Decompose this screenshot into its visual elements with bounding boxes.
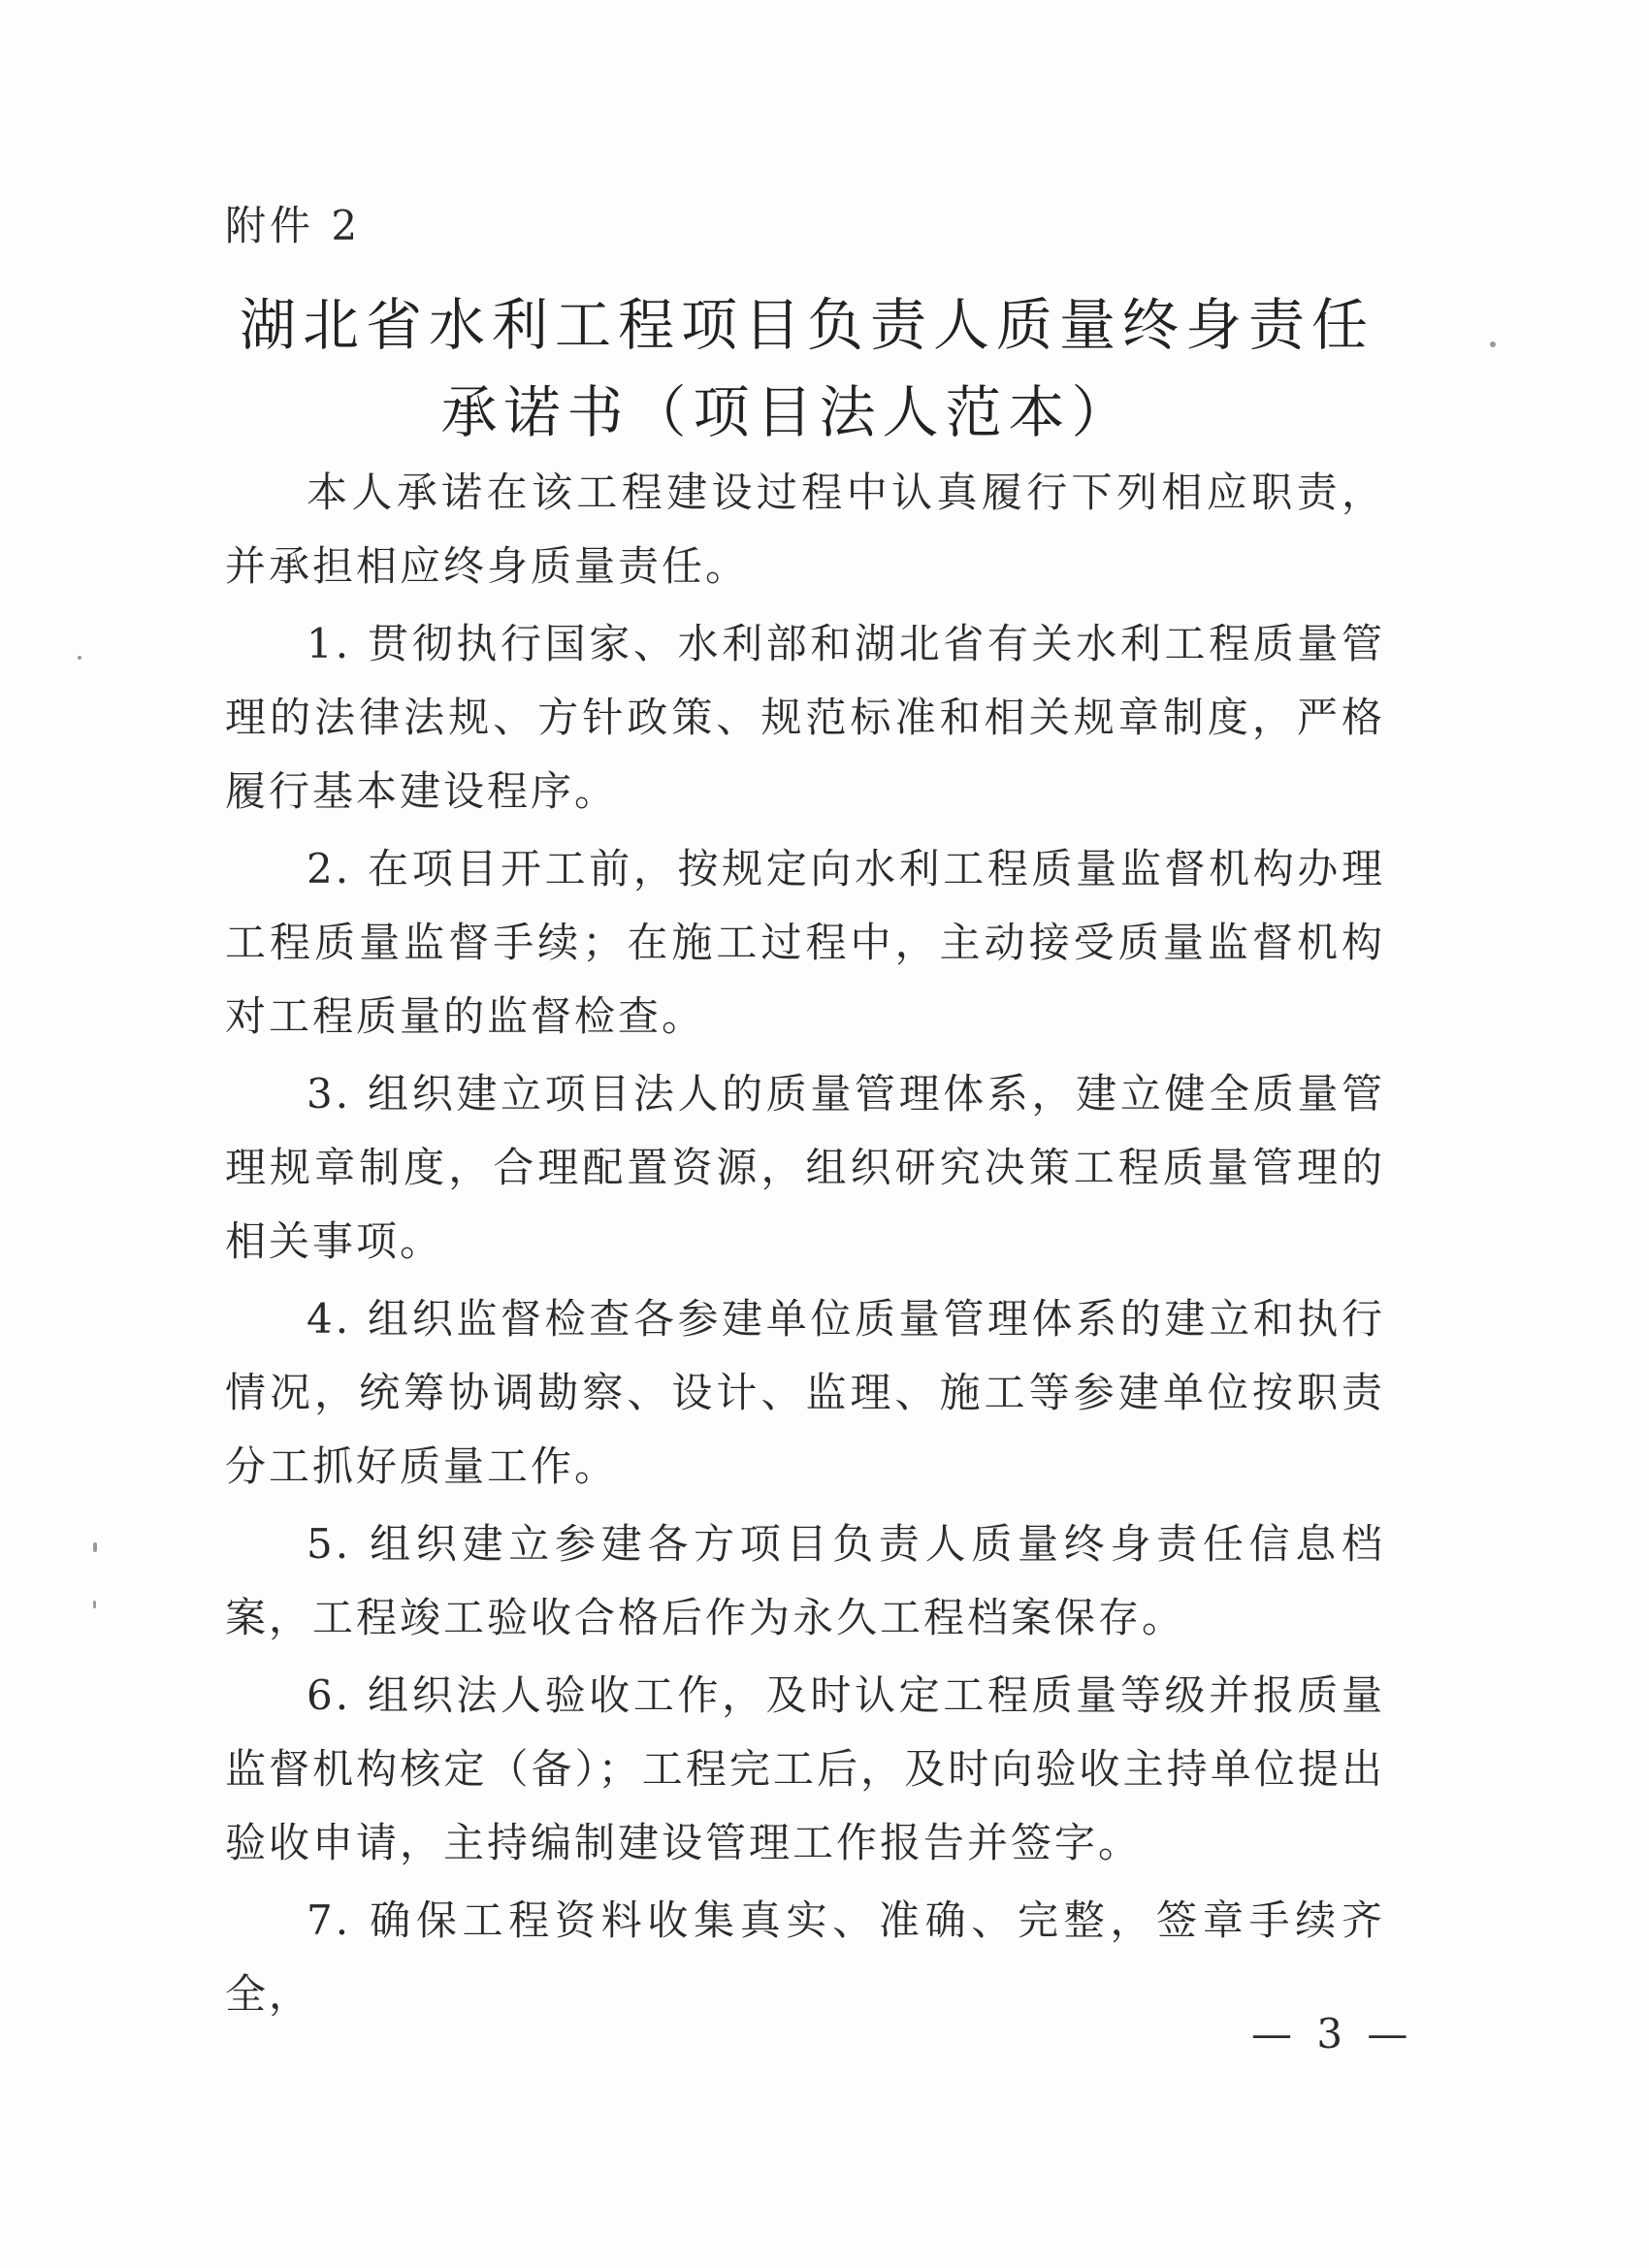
- scan-speck: [93, 1601, 96, 1608]
- clause-3: 3. 组织建立项目法人的质量管理体系，建立健全质量管理规章制度，合理配置资源，组织研究决策工程质量管理的相关事项。: [225, 1070, 1385, 1265]
- clause-2: 2. 在项目开工前，按规定向水利工程质量监督机构办理工程质量监督手续；在施工过程中，主动接受质量监督机构对工程质量的监督检查。: [225, 845, 1385, 1040]
- scan-speck: [1490, 341, 1496, 347]
- intro-paragraph: 本人承诺在该工程建设过程中认真履行下列相应职责，并承担相应终身质量责任。: [225, 469, 1385, 590]
- title-line-2: 承诺书（项目法人范本）: [440, 379, 1135, 445]
- clause-7: 7. 确保工程资料收集真实、准确、完整，签章手续齐全，: [225, 1896, 1385, 2018]
- clause-1: 1. 贯彻执行国家、水利部和湖北省有关水利工程质量管理的法律法规、方针政策、规范标准和相关规章制度，严格履行基本建设程序。: [225, 620, 1385, 815]
- clause-5: 5. 组织建立参建各方项目负责人质量终身责任信息档案，工程竣工验收合格后作为永久工程档案保存。: [225, 1520, 1385, 1641]
- clause-4: 4. 组织监督检查各参建单位质量管理体系的建立和执行情况，统筹协调勘察、设计、监理、施工等参建单位按职责分工抓好质量工作。: [225, 1295, 1385, 1490]
- scan-speck: [78, 656, 81, 660]
- attachment-label: 附件 2: [225, 202, 362, 249]
- title-line-1: 湖北省水利工程项目负责人质量终身责任: [239, 292, 1374, 358]
- document-body: [225, 456, 1385, 2035]
- page-number: — 3 —: [1251, 2010, 1414, 2057]
- scan-speck: [93, 1542, 97, 1552]
- clause-6: 6. 组织法人验收工作，及时认定工程质量等级并报质量监督机构核定（备）；工程完工后，及时向验收主持单位提出验收申请，主持编制建设管理工作报告并签字。: [225, 1671, 1385, 1866]
